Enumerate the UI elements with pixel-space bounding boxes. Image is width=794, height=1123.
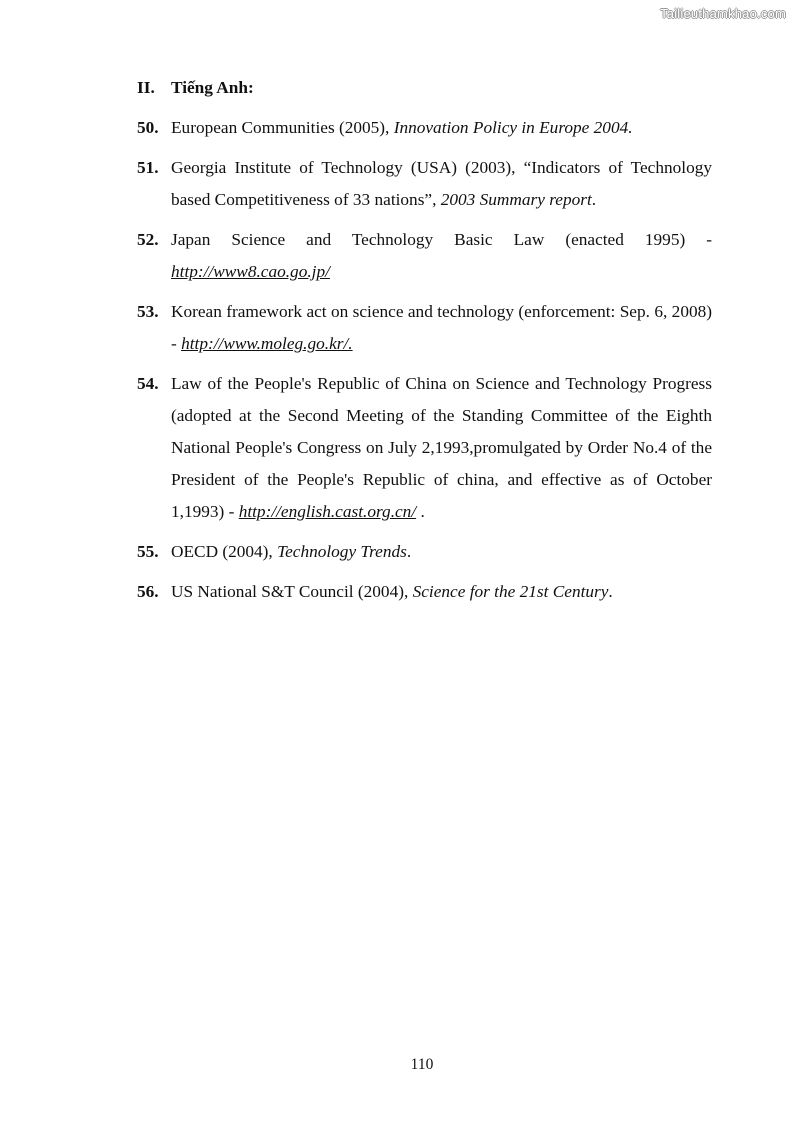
reference-text <box>171 112 712 144</box>
reference-link[interactable]: http://www.moleg.go.kr/. <box>181 334 353 353</box>
reference-link[interactable]: http://english.cast.org.cn/ <box>238 502 417 521</box>
reference-item <box>137 576 712 608</box>
reference-item <box>137 368 712 528</box>
reference-suffix: . <box>608 582 613 601</box>
reference-author: Korean framework act on science and technology (enforcement: Sep. 6, 2008) - <box>171 302 712 353</box>
reference-title: Technology Trends <box>277 542 407 561</box>
reference-title: 2003 Summary report <box>440 190 592 209</box>
reference-text <box>171 536 712 568</box>
reference-text <box>171 152 712 216</box>
page-number: 110 <box>410 1056 434 1073</box>
reference-link[interactable]: http://www8.cao.go.jp/ <box>171 262 330 281</box>
reference-title: Science for the 21st Century <box>412 582 609 601</box>
reference-number: 56. <box>137 582 159 601</box>
reference-item <box>137 224 712 288</box>
section-number: II. <box>137 78 155 97</box>
section-heading <box>137 72 712 104</box>
reference-number: 51. <box>137 158 159 177</box>
reference-author: Japan Science and Technology Basic Law (enacted 1995) - <box>171 230 712 249</box>
reference-text <box>171 368 712 528</box>
reference-suffix: . <box>416 502 425 521</box>
reference-number: 53. <box>137 302 159 321</box>
reference-number: 50. <box>137 118 159 137</box>
reference-suffix: . <box>591 190 597 209</box>
reference-item <box>137 536 712 568</box>
reference-item <box>137 112 712 144</box>
reference-text <box>171 576 712 608</box>
reference-author: European Communities (2005), <box>171 118 394 137</box>
reference-author: US National S&T Council (2004), <box>171 582 413 601</box>
reference-author: OECD (2004), <box>171 542 278 561</box>
watermark: Tailieuthamkhao.com <box>660 6 786 21</box>
reference-author: Law of the People's Republic of China on Science and Technology Progress (adopted at the Second Meeting of the Standing Committee of the Eighth National People's Congress on July 2,1993,promulgated by Order No.4 of the President of the People's Republic of china, and effective as of October 1,1993) - <box>171 374 712 521</box>
reference-text <box>171 296 712 360</box>
reference-title: Innovation Policy in Europe 2004. <box>393 118 633 137</box>
reference-text <box>171 224 712 288</box>
reference-number: 52. <box>137 230 159 249</box>
reference-number: 55. <box>137 542 159 561</box>
references-section <box>137 72 712 616</box>
reference-number: 54. <box>137 374 159 393</box>
reference-item <box>137 296 712 360</box>
reference-suffix: . <box>406 542 412 561</box>
reference-author: Georgia Institute of Technology (USA) (2003), “Indicators of Technology based Competitiveness of 33 nations”, <box>171 158 712 209</box>
section-title: Tiếng Anh: <box>171 78 254 97</box>
reference-item <box>137 152 712 216</box>
